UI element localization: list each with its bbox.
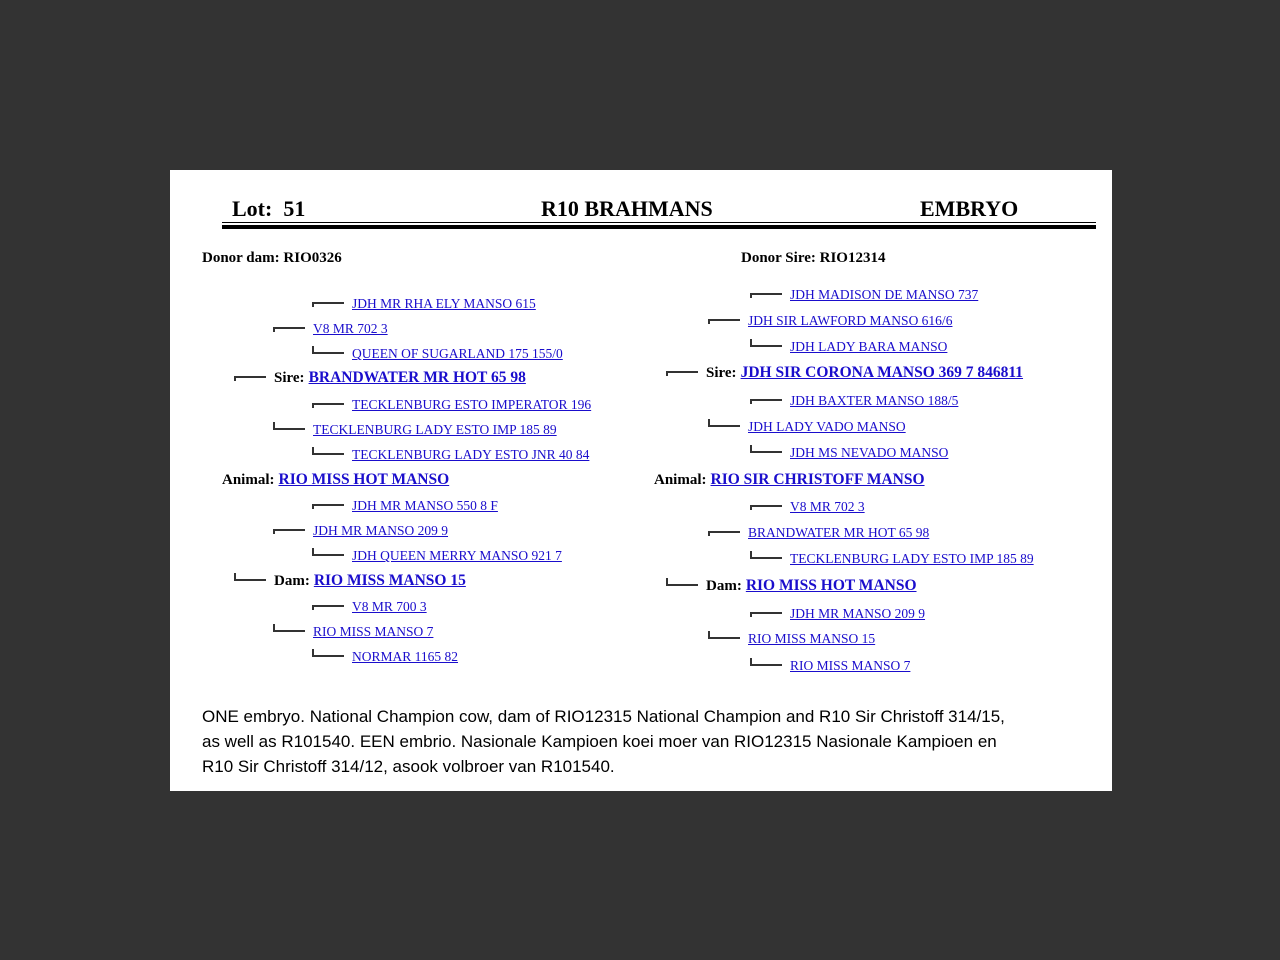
pedigree-link[interactable]: RIO MISS MANSO 7	[313, 624, 434, 639]
sire-label: Sire:	[706, 365, 737, 381]
pedigree-row	[273, 522, 448, 540]
sire-label: Sire:	[274, 370, 305, 386]
pedigree-link[interactable]: V8 MR 702 3	[790, 499, 865, 514]
connector	[312, 346, 344, 354]
connector	[273, 422, 305, 430]
connector	[312, 649, 344, 657]
pedigree-row-sire	[666, 364, 1023, 382]
connector	[273, 529, 305, 534]
connector	[312, 447, 344, 455]
connector	[312, 605, 344, 610]
pedigree-link[interactable]: TECKLENBURG LADY ESTO IMP 185 89	[313, 422, 557, 437]
sire-link[interactable]: BRANDWATER MR HOT 65 98	[308, 369, 526, 386]
dam-link[interactable]: RIO MISS MANSO 15	[313, 572, 466, 589]
connector	[312, 504, 344, 509]
breeder-name: R10 BRAHMANS	[541, 196, 713, 221]
pedigree-link[interactable]: JDH LADY VADO MANSO	[748, 419, 906, 434]
connector	[750, 293, 782, 298]
pedigree-link[interactable]: JDH MR MANSO 209 9	[790, 606, 926, 621]
description-line: R10 Sir Christoff 314/12, asook volbroer van R101540.	[202, 757, 615, 776]
pedigree-row	[708, 418, 906, 436]
header-rule	[222, 222, 1096, 223]
animal-link[interactable]: RIO MISS HOT MANSO	[278, 471, 450, 488]
pedigree-row	[312, 295, 536, 313]
pedigree-link[interactable]: JDH QUEEN MERRY MANSO 921 7	[352, 548, 562, 563]
pedigree-row	[273, 421, 557, 439]
pedigree-row	[312, 598, 427, 616]
pedigree-link[interactable]: JDH MS NEVADO MANSO	[790, 445, 949, 460]
pedigree-link[interactable]: JDH LADY BARA MANSO	[790, 339, 948, 354]
pedigree-link[interactable]: RIO MISS MANSO 15	[748, 631, 876, 646]
pedigree-row	[273, 623, 433, 641]
donor-dam-label: Donor dam: RIO0326	[202, 250, 342, 266]
pedigree-row	[312, 396, 591, 414]
pedigree-link[interactable]: TECKLENBURG ESTO IMPERATOR 196	[352, 397, 592, 412]
connector	[708, 531, 740, 536]
pedigree-row	[750, 286, 978, 304]
pedigree-link[interactable]: TECKLENBURG LADY ESTO IMP 185 89	[790, 551, 1034, 566]
dam-label: Dam:	[706, 578, 742, 594]
connector	[750, 612, 782, 617]
animal-link[interactable]: RIO SIR CHRISTOFF MANSO	[710, 471, 925, 488]
pedigree-row-dam	[234, 572, 466, 590]
sire-link[interactable]: JDH SIR CORONA MANSO 369 7 846811	[740, 364, 1024, 381]
pedigree-row	[708, 524, 929, 542]
description-line: as well as R101540. EEN embrio. Nasionale Kampioen koei moer van RIO12315 Nasionale Kampioen en	[202, 732, 997, 751]
pedigree-row	[750, 498, 865, 516]
header-rule-thick	[222, 225, 1096, 229]
connector	[750, 551, 782, 559]
connector	[273, 624, 305, 632]
connector	[708, 631, 740, 639]
pedigree-row	[312, 497, 498, 515]
lot-type: EMBRYO	[920, 196, 1019, 221]
connector	[234, 573, 266, 581]
connector	[708, 319, 740, 324]
donor-sire-label: Donor Sire: RIO12314	[741, 250, 886, 266]
pedigree-row-animal	[222, 471, 449, 489]
pedigree-row	[750, 605, 925, 623]
pedigree-row	[750, 338, 947, 356]
pedigree-link[interactable]: TECKLENBURG LADY ESTO JNR 40 84	[352, 447, 590, 462]
lot-description	[202, 704, 1082, 779]
animal-label: Animal:	[222, 472, 275, 488]
connector	[312, 403, 344, 408]
pedigree-row	[273, 320, 388, 338]
pedigree-link[interactable]: BRANDWATER MR HOT 65 98	[748, 525, 930, 540]
connector	[666, 578, 698, 586]
dam-label: Dam:	[274, 573, 310, 589]
connector	[750, 339, 782, 347]
connector	[273, 327, 305, 332]
pedigree-link[interactable]: JDH SIR LAWFORD MANSO 616/6	[748, 313, 953, 328]
pedigree-row	[708, 312, 952, 330]
pedigree-row	[312, 345, 563, 363]
connector	[708, 419, 740, 427]
description-line: ONE embryo. National Champion cow, dam of RIO12315 National Champion and R10 Sir Christoff 314/15,	[202, 707, 1005, 726]
pedigree-row-animal	[654, 471, 925, 489]
dam-link[interactable]: RIO MISS HOT MANSO	[745, 577, 917, 594]
connector	[312, 302, 344, 307]
lot-number: 51	[283, 196, 306, 221]
pedigree-row-dam	[666, 577, 917, 595]
pedigree-link[interactable]: NORMAR 1165 82	[352, 649, 459, 664]
lot-card	[170, 170, 1112, 791]
pedigree-link[interactable]: V8 MR 702 3	[313, 321, 388, 336]
pedigree-link[interactable]: JDH MADISON DE MANSO 737	[790, 287, 979, 302]
pedigree-link[interactable]: RIO MISS MANSO 7	[790, 658, 911, 673]
pedigree-row-sire	[234, 369, 526, 387]
connector	[750, 658, 782, 666]
pedigree-link[interactable]: QUEEN OF SUGARLAND 175 155/0	[352, 346, 563, 361]
connector	[750, 445, 782, 453]
pedigree-link[interactable]: JDH MR RHA ELY MANSO 615	[352, 296, 536, 311]
pedigree-row	[750, 550, 1034, 568]
connector	[666, 371, 698, 376]
connector	[312, 548, 344, 556]
pedigree-link[interactable]: V8 MR 700 3	[352, 599, 427, 614]
pedigree-row	[750, 392, 958, 410]
pedigree-row	[312, 547, 562, 565]
pedigree-link[interactable]: JDH BAXTER MANSO 188/5	[790, 393, 959, 408]
connector	[750, 399, 782, 404]
pedigree-link[interactable]: JDH MR MANSO 550 8 F	[352, 498, 498, 513]
connector	[234, 376, 266, 381]
pedigree-row	[750, 657, 910, 675]
pedigree-row	[312, 648, 458, 666]
pedigree-row	[312, 446, 589, 464]
connector	[750, 505, 782, 510]
pedigree-link[interactable]: JDH MR MANSO 209 9	[313, 523, 449, 538]
animal-label: Animal:	[654, 472, 707, 488]
lot-label: Lot: 51	[232, 196, 306, 221]
pedigree-row	[750, 444, 948, 462]
pedigree-row	[708, 630, 875, 648]
